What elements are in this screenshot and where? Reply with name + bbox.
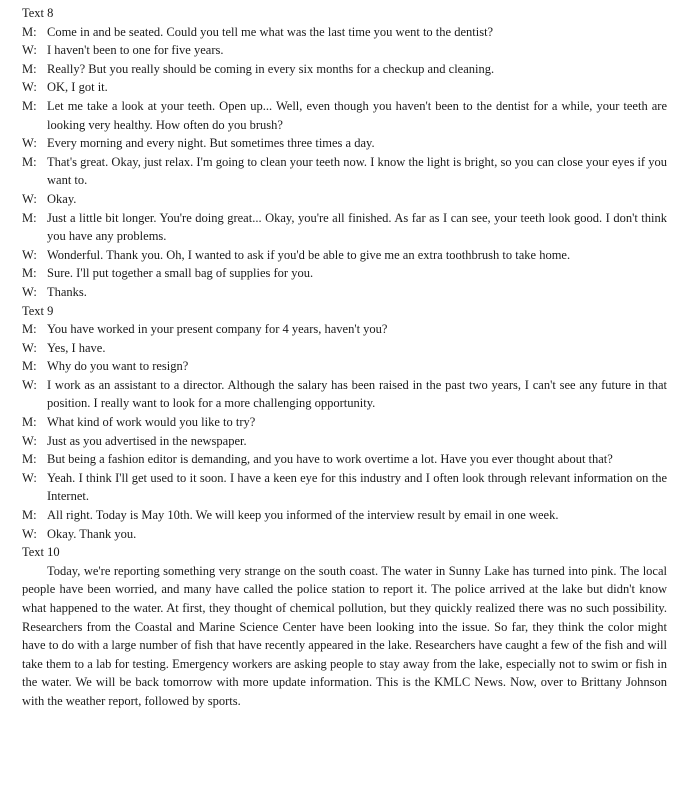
dialogue-line <box>22 413 667 432</box>
dialogue-line <box>22 264 667 283</box>
dialogue-text: Okay. Thank you. <box>47 526 137 541</box>
dialogue-text: I haven't been to one for five years. <box>47 43 224 58</box>
dialogue-line <box>22 134 667 153</box>
speaker-label: W: <box>22 80 37 95</box>
dialogue-text: All right. Today is May 10th. We will keep you informed of the interview result by email in one week. <box>47 508 559 523</box>
speaker-label: W: <box>22 340 37 355</box>
dialogue-text: Okay. <box>47 191 77 206</box>
speaker-label: M: <box>22 61 37 76</box>
speaker-label: M: <box>22 359 37 374</box>
speaker-label: M: <box>22 508 37 523</box>
dialogue-text: Thanks. <box>47 284 87 299</box>
dialogue-text: Come in and be seated. Could you tell me what was the last time you went to the dentist? <box>47 24 494 39</box>
speaker-label: W: <box>22 191 37 206</box>
dialogue-text: But being a fashion editor is demanding, and you have to work overtime a lot. Have you ever thought about that? <box>47 452 613 467</box>
speaker-label: M: <box>22 322 37 337</box>
dialogue-text: Sure. I'll put together a small bag of supplies for you. <box>47 266 314 281</box>
speaker-label: W: <box>22 470 37 485</box>
dialogue-text: Just a little bit longer. You're doing great... Okay, you're all finished. As far as I can see, your teeth look good. I don't think you have any problems. <box>47 210 667 244</box>
text-8-section <box>22 4 667 302</box>
speaker-label: W: <box>22 377 37 392</box>
speaker-label: W: <box>22 43 37 58</box>
speaker-label: M: <box>22 98 37 113</box>
dialogue-line <box>22 432 667 451</box>
dialogue-text: You have worked in your present company for 4 years, haven't you? <box>47 322 388 337</box>
dialogue-line <box>22 60 667 79</box>
dialogue-line <box>22 525 667 544</box>
dialogue-text: Really? But you really should be coming in every six months for a checkup and cleaning. <box>47 61 495 76</box>
speaker-label: M: <box>22 24 37 39</box>
dialogue-line <box>22 97 667 134</box>
speaker-label: W: <box>22 136 37 151</box>
text-9-section <box>22 302 667 544</box>
dialogue-text: Wonderful. Thank you. Oh, I wanted to ask if you'd be able to give me an extra toothbrush to take home. <box>47 247 571 262</box>
dialogue-text: I work as an assistant to a director. Although the salary has been raised in the past two years, I can't see any future in that position. I really want to look for a more challenging opportunity. <box>47 377 667 411</box>
dialogue-line <box>22 469 667 506</box>
section-title: Text 8 <box>22 6 54 20</box>
dialogue-line <box>22 376 667 413</box>
dialogue-text: Every morning and every night. But sometimes three times a day. <box>47 136 375 151</box>
speaker-label: M: <box>22 452 37 467</box>
dialogue-line <box>22 190 667 209</box>
speaker-label: W: <box>22 284 37 299</box>
dialogue-line <box>22 78 667 97</box>
dialogue-text: Just as you advertised in the newspaper. <box>47 433 247 448</box>
speaker-label: M: <box>22 415 37 430</box>
dialogue-line <box>22 246 667 265</box>
section-title: Text 10 <box>22 545 60 560</box>
dialogue-text: OK, I got it. <box>47 80 108 95</box>
dialogue-text: Why do you want to resign? <box>47 359 189 374</box>
dialogue-line <box>22 153 667 190</box>
dialogue-line <box>22 23 667 42</box>
speaker-label: M: <box>22 266 37 281</box>
dialogue-line <box>22 506 667 525</box>
dialogue-text: Yes, I have. <box>47 340 106 355</box>
dialogue-line <box>22 450 667 469</box>
dialogue-line <box>22 320 667 339</box>
dialogue-line <box>22 209 667 246</box>
speaker-label: W: <box>22 247 37 262</box>
dialogue-text: Yeah. I think I'll get used to it soon. I have a keen eye for this industry and I often look through relevant information on the Internet. <box>47 470 667 504</box>
news-paragraph: Today, we're reporting something very strange on the south coast. The water in Sunny Lake has turned into pink. The local people have been worried, and many have called the police station to report it. The police arrived at the lake but didn't know what happened to the water. At first, they thought of chemical pollution, but they quickly realized there was no such possibility. Researchers from the Coastal and Marine Science Center have been looking into the issue. So far, they think the color might have to do with a large number of fish that have recently appeared in the lake. Researchers have caught a few of the fish and will take them to a lab for testing. Emergency workers are asking people to stay away from the lake, especially not to swim or fish in the water. We will be back tomorrow with more update information. This is the KMLC News. Now, over to Brittany Johnson with the weather report, followed by sports. <box>22 563 667 708</box>
dialogue-text: That's great. Okay, just relax. I'm going to clean your teeth now. I know the light is bright, so you can close your eyes if you want to. <box>47 154 667 188</box>
text-10-section <box>22 543 667 710</box>
dialogue-text: Let me take a look at your teeth. Open up... Well, even though you haven't been to the dentist for a while, your teeth are looking very healthy. How often do you brush? <box>47 98 667 132</box>
section-title: Text 9 <box>22 303 54 318</box>
speaker-label: W: <box>22 433 37 448</box>
dialogue-text: What kind of work would you like to try? <box>47 415 256 430</box>
dialogue-line <box>22 41 667 60</box>
dialogue-line <box>22 357 667 376</box>
dialogue-line <box>22 339 667 358</box>
speaker-label: M: <box>22 210 37 225</box>
speaker-label: M: <box>22 154 37 169</box>
dialogue-line <box>22 283 667 302</box>
speaker-label: W: <box>22 526 37 541</box>
